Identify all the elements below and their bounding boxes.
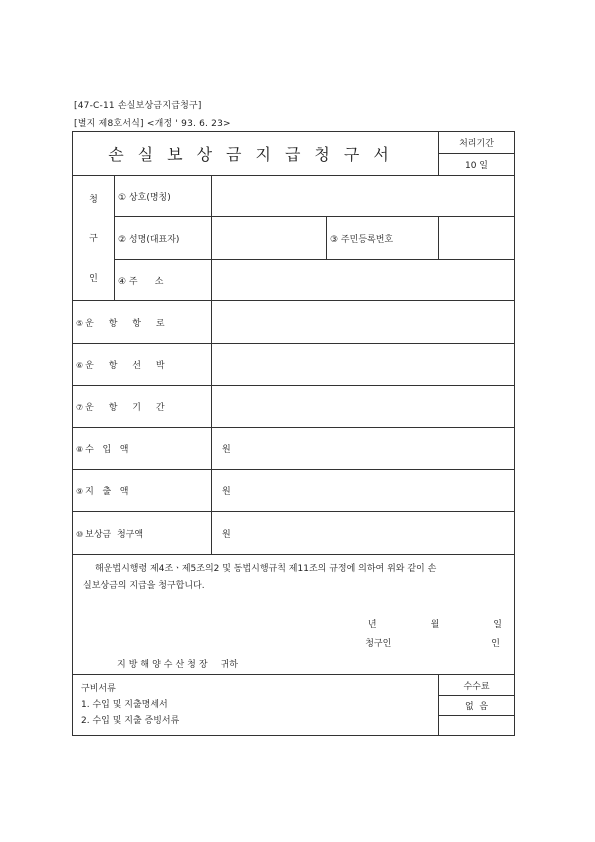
period-label: ⑦ 운 항 기 간 — [73, 386, 212, 428]
address-field[interactable] — [212, 260, 515, 301]
vessel-field[interactable] — [212, 344, 515, 386]
period-field[interactable] — [212, 386, 515, 428]
claimant-label-char: 구 — [89, 234, 98, 245]
compensation-field[interactable] — [212, 512, 515, 555]
documents-title: 구비서류 — [81, 684, 116, 694]
required-documents — [73, 675, 439, 736]
claimant-label-char: 청 — [89, 195, 98, 206]
compensation-label: ⑩ 보상금 청구액 — [73, 512, 212, 555]
company-name-field[interactable] — [212, 176, 515, 217]
signature-line — [83, 636, 504, 653]
declaration-text: 실보상금의 지급을 청구합니다. — [83, 581, 205, 591]
form-revision-header: [별지 제8호서식] <개정 ' 93. 6. 23> — [74, 119, 231, 129]
income-unit: 원 — [222, 445, 231, 455]
claimant-sign-label[interactable]: 청구인 — [365, 639, 392, 649]
vessel-label: ⑥ 운 항 선 박 — [73, 344, 212, 386]
route-label: ⑤ 운 항 항 로 — [73, 301, 212, 344]
expense-label: ⑨ 지 출 액 — [73, 470, 212, 512]
income-label: ⑧ 수 입 액 — [73, 428, 212, 470]
claim-form-table — [72, 131, 515, 736]
company-name-label: ① 상호(명칭) — [115, 176, 212, 217]
fee-value: 없 음 — [439, 696, 515, 716]
form-title: 손실보상금지급청구서 — [73, 132, 439, 176]
date-month[interactable]: 월 — [430, 620, 440, 630]
expense-unit: 원 — [222, 487, 231, 497]
document-item: 1. 수입 및 지출명세서 — [81, 700, 168, 710]
recipient-suffix: 귀하 — [220, 660, 238, 670]
recipient-line — [83, 657, 504, 674]
processing-period-value: 10 일 — [439, 154, 515, 176]
seal-mark: 인 — [491, 639, 500, 649]
document-item: 2. 수입 및 지출 증빙서류 — [81, 716, 180, 726]
declaration-section — [73, 555, 515, 675]
representative-field[interactable] — [212, 217, 327, 260]
date-line — [83, 617, 504, 634]
fee-stamp-area[interactable] — [439, 716, 515, 736]
fee-label: 수수료 — [439, 675, 515, 696]
form-code-header: [47-C-11 손실보상금지급청구] — [74, 101, 202, 111]
address-label: ④ 주 소 — [115, 260, 212, 301]
claimant-label-char: 인 — [89, 273, 98, 284]
declaration-text: 해운법시행령 제4조ㆍ제5조의2 및 동법시행규칙 제11조의 규정에 의하여 위와 같이 손 — [95, 564, 437, 574]
registration-number-label: ③ 주민등록번호 — [327, 217, 439, 260]
recipient-name: 지방해양수산청장 — [117, 660, 211, 670]
income-field[interactable] — [212, 428, 515, 470]
date-day[interactable]: 일 — [493, 620, 502, 630]
claimant-section-label — [73, 176, 115, 301]
representative-label: ② 성명(대표자) — [115, 217, 212, 260]
route-field[interactable] — [212, 301, 515, 344]
date-year[interactable]: 년 — [367, 620, 377, 630]
registration-number-field[interactable] — [439, 217, 515, 260]
processing-period-label: 처리기간 — [439, 132, 515, 154]
expense-field[interactable] — [212, 470, 515, 512]
compensation-unit: 원 — [222, 529, 231, 540]
